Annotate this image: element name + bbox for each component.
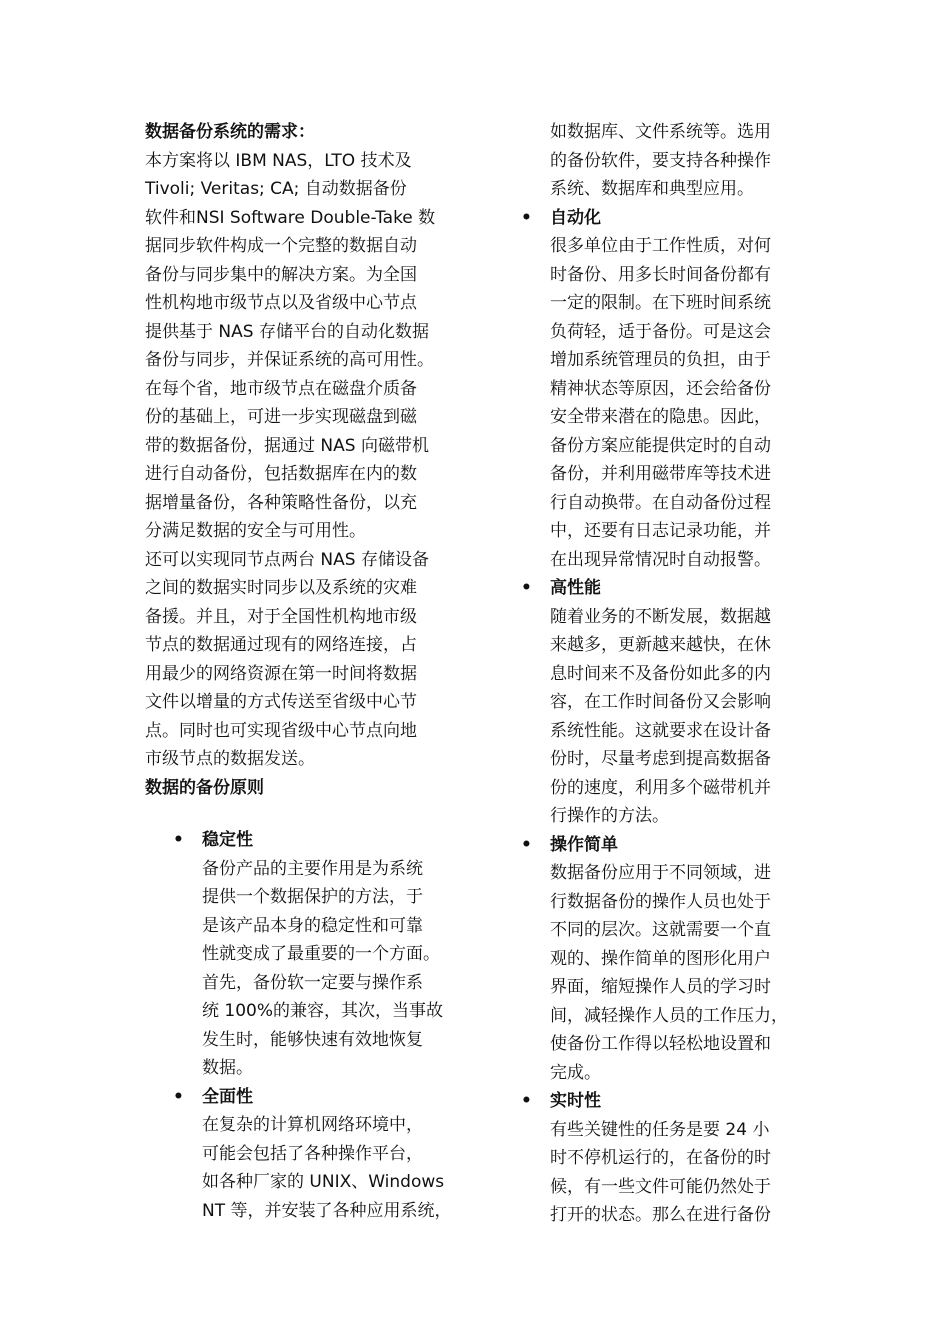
text-line: 完成。 — [550, 1062, 601, 1083]
text-line: 发生时，能够快速有效地恢复 — [202, 1029, 423, 1050]
text-line: 候，有一些文件可能仍然处于 — [550, 1176, 771, 1197]
bullet-title: 自动化 — [550, 207, 601, 228]
text-line: 软件和NSI Software Double-Take 数 — [145, 207, 436, 228]
section-heading-requirements: 数据备份系统的需求： — [145, 122, 315, 142]
text-line: 行自动换带。在自动备份过程 — [550, 492, 771, 513]
text-line: 的备份软件，要支持各种操作 — [550, 150, 771, 171]
text-line: 提供基于 NAS 存储平台的自动化数据 — [145, 321, 429, 342]
bullet-icon: • — [521, 207, 532, 228]
text-line: 据增量备份，各种策略性备份，以充 — [145, 492, 417, 513]
text-line: Tivoli; Veritas; CA; 自动数据备份 — [145, 179, 407, 199]
text-line: 本方案将以 IBM NAS，LTO 技术及 — [145, 150, 412, 171]
requirements-paragraph-2 — [145, 546, 465, 774]
text-line: 中，还要有日志记录功能，并 — [550, 521, 771, 541]
text-line: 备份，并利用磁带库等技术进 — [550, 464, 771, 484]
text-line: 很多单位由于工作性质，对何 — [550, 236, 771, 256]
text-line: 据同步软件构成一个完整的数据自动 — [145, 236, 417, 256]
text-line: 节点的数据通过现有的网络连接，占 — [145, 635, 417, 655]
text-line: 如各种厂家的 UNIX、Windows — [202, 1172, 445, 1192]
text-line: 如数据库、文件系统等。选用 — [550, 122, 771, 142]
text-line: 时不停机运行的，在备份的时 — [550, 1148, 771, 1168]
text-line: 容，在工作时间备份又会影响 — [550, 692, 771, 712]
text-line: 进行自动备份，包括数据库在内的数 — [145, 464, 417, 484]
principles-list-left — [145, 826, 465, 1225]
bullet-icon: • — [521, 834, 532, 855]
principles-list-right — [521, 204, 802, 1230]
text-line: 不同的层次。这就需要一个直 — [550, 920, 771, 940]
text-line: 是该产品本身的稳定性和可靠 — [202, 915, 423, 936]
text-line: 使备份工作得以轻松地设置和 — [550, 1034, 771, 1054]
text-line: 份的速度，利用多个磁带机并 — [550, 777, 771, 798]
text-line: 备份方案应能提供定时的自动 — [550, 435, 771, 456]
text-line: 市级节点的数据发送。 — [145, 749, 315, 769]
text-line: 首先，备份软一定要与操作系 — [202, 972, 423, 993]
text-line: 分满足数据的安全与可用性。 — [145, 521, 366, 541]
text-line: 负荷轻，适于备份。可是这会 — [550, 321, 771, 342]
bullet-icon: • — [521, 578, 532, 598]
text-line: 增加系统管理员的负担，由于 — [550, 350, 771, 370]
text-line: 观的、操作简单的图形化用户 — [550, 948, 771, 969]
text-line: 在出现异常情况时自动报警。 — [550, 549, 771, 570]
text-line: 备援。并且，对于全国性机构地市级 — [145, 606, 417, 627]
text-line: 行数据备份的操作人员也处于 — [550, 891, 771, 912]
text-line: 统 100%的兼容，其次，当事故 — [202, 1001, 444, 1021]
text-line: 可能会包括了各种操作平台， — [202, 1143, 423, 1164]
requirements-paragraph-1 — [145, 147, 465, 546]
bullet-icon: • — [173, 830, 184, 850]
text-line: 安全带来潜在的隐患。因此， — [550, 407, 771, 427]
text-line: 性就变成了最重要的一个方面。 — [202, 944, 440, 964]
bullet-title: 实时性 — [550, 1091, 601, 1111]
bullet-title: 全面性 — [202, 1086, 253, 1107]
text-line: 行操作的方法。 — [550, 806, 669, 826]
right-column — [521, 118, 802, 1230]
text-line: 备份与同步，并保证系统的高可用性。 — [145, 350, 434, 370]
list-item-automation — [521, 204, 802, 575]
text-line: 提供一个数据保护的方法，于 — [202, 887, 423, 907]
text-line: 带的数据备份，据通过 NAS 向磁带机 — [145, 435, 429, 456]
text-line: 时备份、用多长时间备份都有 — [550, 264, 771, 285]
text-line: 用最少的网络资源在第一时间将数据 — [145, 663, 417, 684]
text-line: 性机构地市级节点以及省级中心节点 — [145, 293, 417, 313]
bullet-title: 高性能 — [550, 578, 601, 598]
text-line: 系统性能。这就要求在设计备 — [550, 720, 771, 741]
text-line: 在复杂的计算机网络环境中， — [202, 1115, 423, 1135]
list-item-comprehensiveness — [173, 1083, 465, 1226]
list-item-performance — [521, 574, 802, 831]
text-line: 点。同时也可实现省级中心节点向地 — [145, 720, 417, 741]
text-line: 系统、数据库和典型应用。 — [550, 179, 754, 199]
text-line: 来越多，更新越来越快，在休 — [550, 635, 771, 655]
text-line: 界面，缩短操作人员的学习时 — [550, 977, 771, 997]
text-line: 打开的状态。那么在进行备份 — [550, 1205, 771, 1225]
text-line: 之间的数据实时同步以及系统的灾难 — [145, 578, 417, 598]
bullet-title: 操作简单 — [550, 834, 618, 855]
list-item-ease-of-use — [521, 831, 802, 1088]
text-line: 精神状态等原因，还会给备份 — [550, 378, 771, 399]
text-line: 还可以实现同节点两台 NAS 存储设备 — [145, 549, 429, 570]
text-line: 文件以增量的方式传送至省级中心节 — [145, 692, 417, 712]
text-line: 随着业务的不断发展，数据越 — [550, 606, 771, 627]
text-line: 间，减轻操作人员的工作压力， — [550, 1005, 788, 1026]
text-line: 在每个省，地市级节点在磁盘介质备 — [145, 378, 417, 399]
text-line: 份时，尽量考虑到提高数据备 — [550, 749, 771, 769]
text-line: 一定的限制。在下班时间系统 — [550, 293, 771, 313]
text-line: 份的基础上，可进一步实现磁盘到磁 — [145, 407, 417, 427]
text-line: 数据备份应用于不同领域，进 — [550, 863, 771, 883]
text-line: 息时间来不及备份如此多的内 — [550, 663, 771, 684]
list-item-realtime — [521, 1087, 802, 1230]
text-line: 有些关键性的任务是要 24 小 — [550, 1119, 770, 1140]
text-line: NT 等，并安装了各种应用系统， — [202, 1200, 452, 1221]
left-column — [145, 118, 465, 1225]
text-line: 备份产品的主要作用是为系统 — [202, 858, 423, 879]
text-line: 备份与同步集中的解决方案。为全国 — [145, 264, 417, 285]
section-heading-principles: 数据的备份原则 — [145, 777, 264, 798]
bullet-icon: • — [173, 1086, 184, 1107]
list-item-stability — [173, 826, 465, 1083]
bullet-title: 稳定性 — [202, 830, 253, 850]
comprehensiveness-continuation — [550, 118, 802, 204]
text-line: 数据。 — [202, 1058, 253, 1078]
bullet-icon: • — [521, 1091, 532, 1111]
